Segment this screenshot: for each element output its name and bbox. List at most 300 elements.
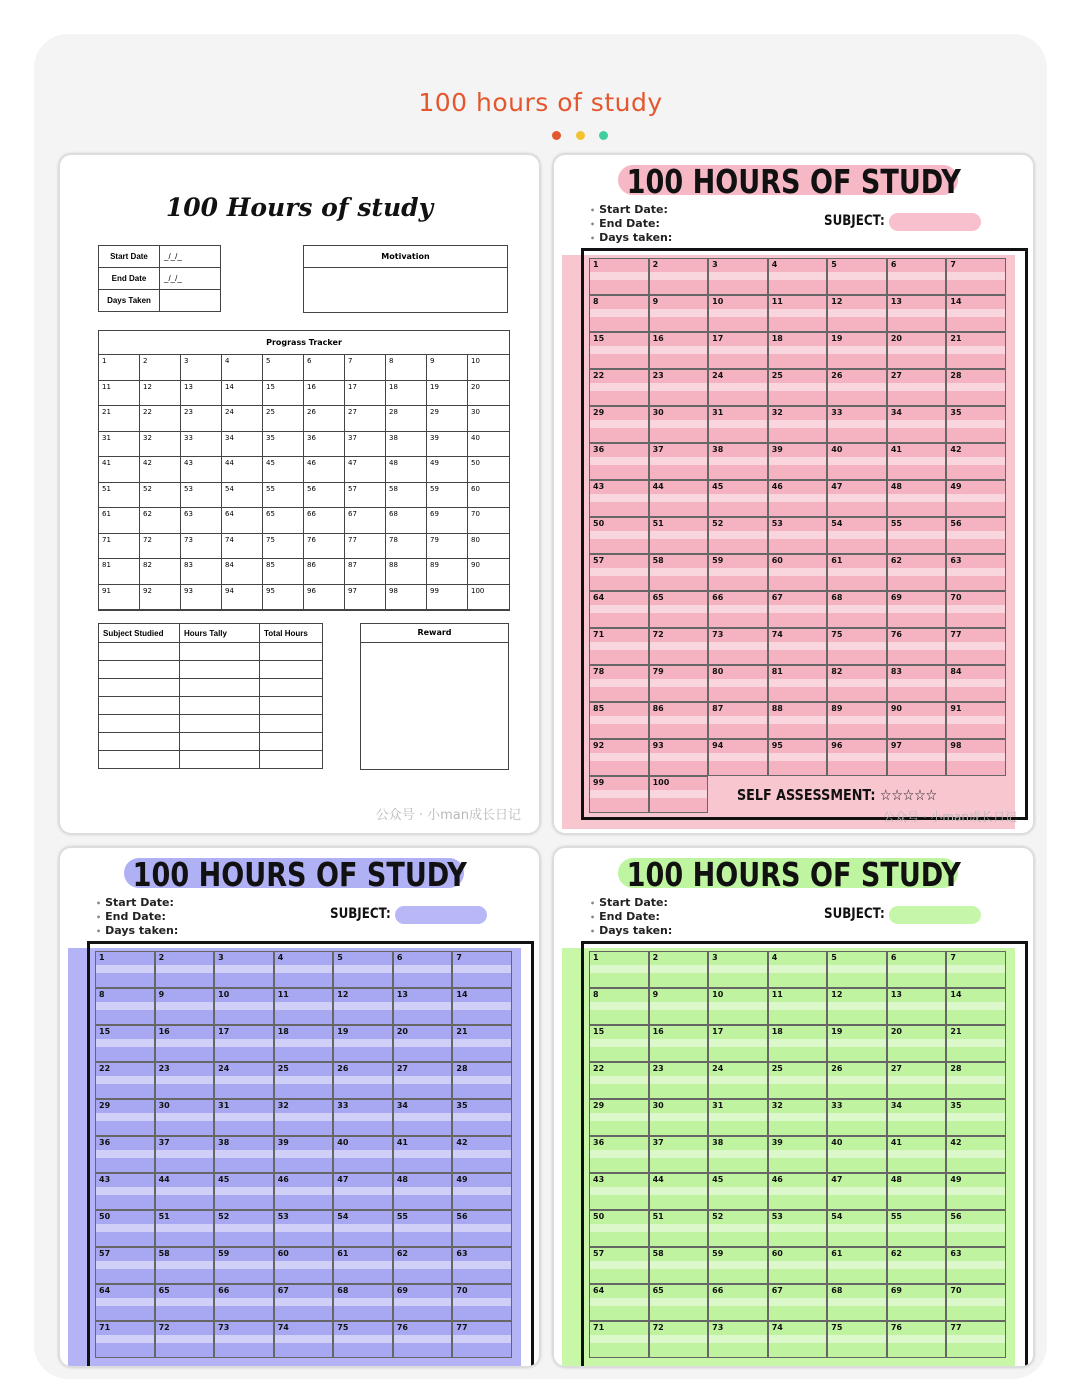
hour-cell[interactable]	[589, 1247, 649, 1284]
hour-cell[interactable]	[887, 702, 947, 739]
hour-cell[interactable]	[768, 480, 828, 517]
tracker-cell[interactable]: 94	[222, 585, 263, 611]
hour-cell[interactable]	[887, 295, 947, 332]
tracker-cell[interactable]: 77	[345, 534, 386, 560]
tracker-cell[interactable]: 61	[99, 508, 140, 534]
hour-cell[interactable]	[768, 591, 828, 628]
hour-cell[interactable]	[827, 1025, 887, 1062]
hour-cell[interactable]	[708, 1173, 768, 1210]
hour-cell[interactable]	[887, 1173, 947, 1210]
tracker-cell[interactable]: 1	[99, 355, 140, 381]
tracker-cell[interactable]: 45	[263, 457, 304, 483]
hour-cell[interactable]	[887, 665, 947, 702]
hour-cell[interactable]	[155, 1210, 215, 1247]
hour-cell[interactable]	[214, 1321, 274, 1358]
hour-cell[interactable]	[274, 1247, 334, 1284]
tracker-cell[interactable]: 30	[468, 406, 509, 432]
hour-cell[interactable]	[708, 628, 768, 665]
hour-cell[interactable]	[827, 258, 887, 295]
hour-cell[interactable]	[589, 1173, 649, 1210]
hour-cell[interactable]	[768, 1099, 828, 1136]
hour-cell[interactable]	[333, 1025, 393, 1062]
hour-cell[interactable]	[589, 1025, 649, 1062]
tracker-cell[interactable]: 27	[345, 406, 386, 432]
tracker-cell[interactable]: 44	[222, 457, 263, 483]
tracker-cell[interactable]: 85	[263, 559, 304, 585]
hour-cell[interactable]	[649, 1247, 709, 1284]
hour-cell[interactable]	[649, 665, 709, 702]
hour-cell[interactable]	[649, 1173, 709, 1210]
hour-cell[interactable]	[768, 406, 828, 443]
hour-cell[interactable]	[649, 480, 709, 517]
tracker-cell[interactable]: 83	[181, 559, 222, 585]
hour-cell[interactable]	[887, 369, 947, 406]
tracker-cell[interactable]: 60	[468, 483, 509, 509]
hour-cell[interactable]	[768, 554, 828, 591]
hour-cell[interactable]	[827, 628, 887, 665]
hour-cell[interactable]	[155, 1247, 215, 1284]
hour-cell[interactable]	[155, 1099, 215, 1136]
hour-cell[interactable]	[155, 1321, 215, 1358]
hour-cell[interactable]	[827, 665, 887, 702]
tracker-cell[interactable]: 11	[99, 381, 140, 407]
tracker-cell[interactable]: 66	[304, 508, 345, 534]
hour-cell[interactable]	[155, 988, 215, 1025]
tracker-cell[interactable]: 39	[427, 432, 468, 458]
hour-cell[interactable]	[768, 1025, 828, 1062]
hour-cell[interactable]	[827, 517, 887, 554]
hour-cell[interactable]	[708, 702, 768, 739]
tracker-cell[interactable]: 13	[181, 381, 222, 407]
hour-cell[interactable]	[768, 665, 828, 702]
hour-cell[interactable]	[452, 1099, 512, 1136]
hour-cell[interactable]	[708, 332, 768, 369]
hour-cell[interactable]	[274, 1173, 334, 1210]
hour-cell[interactable]	[708, 517, 768, 554]
hour-cell[interactable]	[827, 1321, 887, 1358]
hour-cell[interactable]	[214, 951, 274, 988]
tracker-cell[interactable]: 96	[304, 585, 345, 611]
hour-cell[interactable]	[589, 295, 649, 332]
hour-cell[interactable]	[95, 1062, 155, 1099]
tracker-cell[interactable]: 58	[386, 483, 427, 509]
hour-cell[interactable]	[827, 591, 887, 628]
hour-cell[interactable]	[768, 1173, 828, 1210]
tracker-cell[interactable]: 8	[386, 355, 427, 381]
hour-cell[interactable]	[946, 1099, 1006, 1136]
tracker-cell[interactable]: 98	[386, 585, 427, 611]
hour-cell[interactable]	[827, 1284, 887, 1321]
tracker-cell[interactable]: 89	[427, 559, 468, 585]
hour-cell[interactable]	[887, 1321, 947, 1358]
tracker-cell[interactable]: 55	[263, 483, 304, 509]
hour-cell[interactable]	[768, 1136, 828, 1173]
hour-cell[interactable]	[708, 406, 768, 443]
tracker-cell[interactable]: 29	[427, 406, 468, 432]
hour-cell[interactable]	[589, 258, 649, 295]
hour-cell[interactable]	[946, 1025, 1006, 1062]
tracker-cell[interactable]: 51	[99, 483, 140, 509]
hour-cell[interactable]	[768, 295, 828, 332]
hour-cell[interactable]	[214, 1099, 274, 1136]
hour-cell[interactable]	[649, 332, 709, 369]
tracker-cell[interactable]: 80	[468, 534, 509, 560]
hour-cell[interactable]	[214, 1284, 274, 1321]
hour-cell[interactable]	[95, 1099, 155, 1136]
hour-cell[interactable]	[589, 554, 649, 591]
hour-cell[interactable]	[649, 258, 709, 295]
hour-cell[interactable]	[946, 369, 1006, 406]
printable-card-green[interactable]	[553, 847, 1034, 1367]
hour-cell[interactable]	[946, 517, 1006, 554]
hour-cell[interactable]	[768, 1284, 828, 1321]
hour-cell[interactable]	[768, 951, 828, 988]
hour-cell[interactable]	[452, 951, 512, 988]
tracker-cell[interactable]: 65	[263, 508, 304, 534]
hour-cell[interactable]	[452, 1173, 512, 1210]
hour-cell[interactable]	[827, 1210, 887, 1247]
hour-cell[interactable]	[589, 776, 649, 813]
hour-cell[interactable]	[708, 554, 768, 591]
tracker-cell[interactable]: 47	[345, 457, 386, 483]
tracker-cell[interactable]: 53	[181, 483, 222, 509]
tracker-cell[interactable]: 31	[99, 432, 140, 458]
hour-cell[interactable]	[946, 1321, 1006, 1358]
hour-cell[interactable]	[393, 1247, 453, 1284]
hour-cell[interactable]	[95, 988, 155, 1025]
hour-cell[interactable]	[708, 1321, 768, 1358]
hour-cell[interactable]	[887, 951, 947, 988]
hour-cell[interactable]	[589, 988, 649, 1025]
hour-cell[interactable]	[649, 517, 709, 554]
hour-cell[interactable]	[946, 702, 1006, 739]
hour-cell[interactable]	[887, 1025, 947, 1062]
hour-cell[interactable]	[768, 1321, 828, 1358]
hour-cell[interactable]	[274, 1062, 334, 1099]
hour-cell[interactable]	[946, 951, 1006, 988]
hour-cell[interactable]	[946, 1210, 1006, 1247]
hour-cell[interactable]	[649, 1321, 709, 1358]
tracker-cell[interactable]: 12	[140, 381, 181, 407]
hour-cell[interactable]	[589, 480, 649, 517]
hour-cell[interactable]	[393, 951, 453, 988]
hour-cell[interactable]	[274, 988, 334, 1025]
hour-cell[interactable]	[333, 1136, 393, 1173]
printable-card-purple[interactable]	[59, 847, 540, 1367]
hour-cell[interactable]	[887, 258, 947, 295]
hour-cell[interactable]	[946, 554, 1006, 591]
hour-cell[interactable]	[589, 665, 649, 702]
hour-cell[interactable]	[827, 369, 887, 406]
hour-cell[interactable]	[589, 1062, 649, 1099]
hour-cell[interactable]	[274, 1284, 334, 1321]
hour-cell[interactable]	[708, 295, 768, 332]
hour-cell[interactable]	[946, 1173, 1006, 1210]
hour-cell[interactable]	[887, 554, 947, 591]
hour-cell[interactable]	[649, 951, 709, 988]
hour-cell[interactable]	[946, 591, 1006, 628]
hour-cell[interactable]	[708, 988, 768, 1025]
hour-cell[interactable]	[827, 480, 887, 517]
tracker-cell[interactable]: 72	[140, 534, 181, 560]
hour-cell[interactable]	[393, 1284, 453, 1321]
hour-cell[interactable]	[708, 665, 768, 702]
tracker-cell[interactable]: 15	[263, 381, 304, 407]
tracker-cell[interactable]: 7	[345, 355, 386, 381]
hour-cell[interactable]	[946, 332, 1006, 369]
tracker-cell[interactable]: 93	[181, 585, 222, 611]
tracker-cell[interactable]: 81	[99, 559, 140, 585]
tracker-cell[interactable]: 73	[181, 534, 222, 560]
tracker-cell[interactable]: 92	[140, 585, 181, 611]
tracker-cell[interactable]: 6	[304, 355, 345, 381]
tracker-cell[interactable]: 4	[222, 355, 263, 381]
tracker-cell[interactable]: 69	[427, 508, 468, 534]
tracker-cell[interactable]: 10	[468, 355, 509, 381]
hour-cell[interactable]	[887, 739, 947, 776]
hour-cell[interactable]	[393, 1210, 453, 1247]
hour-cell[interactable]	[887, 1284, 947, 1321]
hour-cell[interactable]	[649, 702, 709, 739]
tracker-cell[interactable]: 37	[345, 432, 386, 458]
hour-cell[interactable]	[333, 1210, 393, 1247]
tracker-cell[interactable]: 5	[263, 355, 304, 381]
tracker-cell[interactable]: 68	[386, 508, 427, 534]
hour-cell[interactable]	[649, 1210, 709, 1247]
hour-cell[interactable]	[589, 406, 649, 443]
hour-cell[interactable]	[649, 443, 709, 480]
hour-cell[interactable]	[827, 295, 887, 332]
hour-cell[interactable]	[589, 332, 649, 369]
tracker-cell[interactable]: 17	[345, 381, 386, 407]
tracker-cell[interactable]: 22	[140, 406, 181, 432]
tracker-cell[interactable]: 63	[181, 508, 222, 534]
hour-cell[interactable]	[95, 1025, 155, 1062]
hour-cell[interactable]	[452, 1136, 512, 1173]
tracker-cell[interactable]: 71	[99, 534, 140, 560]
tracker-cell[interactable]: 52	[140, 483, 181, 509]
hour-cell[interactable]	[708, 1210, 768, 1247]
hour-cell[interactable]	[827, 951, 887, 988]
hour-cell[interactable]	[708, 591, 768, 628]
tracker-cell[interactable]: 19	[427, 381, 468, 407]
hour-cell[interactable]	[946, 406, 1006, 443]
hour-cell[interactable]	[946, 739, 1006, 776]
tracker-cell[interactable]: 76	[304, 534, 345, 560]
hour-cell[interactable]	[946, 480, 1006, 517]
tracker-cell[interactable]: 21	[99, 406, 140, 432]
hour-cell[interactable]	[768, 1247, 828, 1284]
hour-cell[interactable]	[827, 702, 887, 739]
hour-cell[interactable]	[946, 443, 1006, 480]
hour-cell[interactable]	[768, 1210, 828, 1247]
hour-cell[interactable]	[214, 1210, 274, 1247]
tracker-cell[interactable]: 54	[222, 483, 263, 509]
tracker-cell[interactable]: 87	[345, 559, 386, 585]
hour-cell[interactable]	[887, 406, 947, 443]
hour-cell[interactable]	[649, 1136, 709, 1173]
hour-cell[interactable]	[887, 988, 947, 1025]
tracker-cell[interactable]: 3	[181, 355, 222, 381]
hour-cell[interactable]	[95, 1284, 155, 1321]
tracker-cell[interactable]: 91	[99, 585, 140, 611]
hour-cell[interactable]	[946, 258, 1006, 295]
hour-cell[interactable]	[887, 1062, 947, 1099]
hour-cell[interactable]	[827, 1062, 887, 1099]
hour-cell[interactable]	[827, 1099, 887, 1136]
hour-cell[interactable]	[946, 1062, 1006, 1099]
hour-cell[interactable]	[649, 554, 709, 591]
hour-cell[interactable]	[887, 332, 947, 369]
hour-cell[interactable]	[708, 739, 768, 776]
hour-cell[interactable]	[155, 951, 215, 988]
hour-cell[interactable]	[95, 1247, 155, 1284]
hour-cell[interactable]	[768, 258, 828, 295]
hour-cell[interactable]	[708, 1025, 768, 1062]
hour-cell[interactable]	[768, 369, 828, 406]
hour-cell[interactable]	[95, 1210, 155, 1247]
hour-cell[interactable]	[589, 702, 649, 739]
hour-cell[interactable]	[708, 443, 768, 480]
hour-cell[interactable]	[155, 1062, 215, 1099]
tracker-cell[interactable]: 26	[304, 406, 345, 432]
hour-cell[interactable]	[649, 739, 709, 776]
hour-cell[interactable]	[946, 988, 1006, 1025]
tracker-cell[interactable]: 95	[263, 585, 304, 611]
hour-cell[interactable]	[393, 1136, 453, 1173]
tracker-cell[interactable]: 97	[345, 585, 386, 611]
tracker-cell[interactable]: 74	[222, 534, 263, 560]
hour-cell[interactable]	[452, 1247, 512, 1284]
tracker-cell[interactable]: 99	[427, 585, 468, 611]
hour-cell[interactable]	[887, 517, 947, 554]
hour-cell[interactable]	[768, 517, 828, 554]
hour-cell[interactable]	[946, 1284, 1006, 1321]
hour-cell[interactable]	[393, 1173, 453, 1210]
tracker-cell[interactable]: 14	[222, 381, 263, 407]
star-rating[interactable]: ☆☆☆☆☆	[879, 786, 938, 804]
tracker-cell[interactable]: 59	[427, 483, 468, 509]
hour-cell[interactable]	[827, 332, 887, 369]
hour-cell[interactable]	[887, 480, 947, 517]
hour-cell[interactable]	[708, 1247, 768, 1284]
hour-cell[interactable]	[589, 517, 649, 554]
tracker-cell[interactable]: 24	[222, 406, 263, 432]
hour-cell[interactable]	[887, 1099, 947, 1136]
tracker-cell[interactable]: 88	[386, 559, 427, 585]
hour-cell[interactable]	[768, 628, 828, 665]
tracker-cell[interactable]: 64	[222, 508, 263, 534]
hour-cell[interactable]	[589, 1321, 649, 1358]
hour-cell[interactable]	[946, 1136, 1006, 1173]
hour-cell[interactable]	[214, 1173, 274, 1210]
hour-cell[interactable]	[333, 1284, 393, 1321]
hour-cell[interactable]	[393, 988, 453, 1025]
hour-cell[interactable]	[589, 951, 649, 988]
hour-cell[interactable]	[274, 1321, 334, 1358]
tracker-cell[interactable]: 78	[386, 534, 427, 560]
hour-cell[interactable]	[589, 628, 649, 665]
hour-cell[interactable]	[649, 369, 709, 406]
tracker-cell[interactable]: 42	[140, 457, 181, 483]
hour-cell[interactable]	[649, 776, 709, 813]
hour-cell[interactable]	[452, 1062, 512, 1099]
tracker-cell[interactable]: 20	[468, 381, 509, 407]
hour-cell[interactable]	[708, 951, 768, 988]
hour-cell[interactable]	[333, 1173, 393, 1210]
hour-cell[interactable]	[333, 1099, 393, 1136]
hour-cell[interactable]	[827, 1136, 887, 1173]
tracker-cell[interactable]: 2	[140, 355, 181, 381]
hour-cell[interactable]	[393, 1321, 453, 1358]
hour-cell[interactable]	[887, 443, 947, 480]
tracker-cell[interactable]: 75	[263, 534, 304, 560]
hour-cell[interactable]	[274, 1025, 334, 1062]
hour-cell[interactable]	[393, 1062, 453, 1099]
tracker-cell[interactable]: 56	[304, 483, 345, 509]
hour-cell[interactable]	[708, 1062, 768, 1099]
hour-cell[interactable]	[333, 1247, 393, 1284]
hour-cell[interactable]	[393, 1025, 453, 1062]
hour-cell[interactable]	[589, 1099, 649, 1136]
hour-cell[interactable]	[649, 295, 709, 332]
hour-cell[interactable]	[649, 406, 709, 443]
hour-cell[interactable]	[274, 951, 334, 988]
tracker-cell[interactable]: 100	[468, 585, 509, 611]
hour-cell[interactable]	[452, 1284, 512, 1321]
tracker-cell[interactable]: 79	[427, 534, 468, 560]
hour-cell[interactable]	[274, 1210, 334, 1247]
tracker-cell[interactable]: 23	[181, 406, 222, 432]
hour-cell[interactable]	[649, 988, 709, 1025]
tracker-cell[interactable]: 9	[427, 355, 468, 381]
hour-cell[interactable]	[827, 739, 887, 776]
tracker-cell[interactable]: 62	[140, 508, 181, 534]
hour-cell[interactable]	[649, 1025, 709, 1062]
hour-cell[interactable]	[452, 1321, 512, 1358]
hour-cell[interactable]	[95, 1136, 155, 1173]
hour-cell[interactable]	[827, 988, 887, 1025]
hour-cell[interactable]	[649, 1062, 709, 1099]
hour-cell[interactable]	[887, 591, 947, 628]
hour-cell[interactable]	[452, 1210, 512, 1247]
hour-cell[interactable]	[827, 1173, 887, 1210]
tracker-cell[interactable]: 67	[345, 508, 386, 534]
hour-cell[interactable]	[589, 591, 649, 628]
tracker-cell[interactable]: 86	[304, 559, 345, 585]
hour-cell[interactable]	[589, 1210, 649, 1247]
hour-cell[interactable]	[768, 1062, 828, 1099]
hour-cell[interactable]	[649, 1099, 709, 1136]
hour-cell[interactable]	[589, 739, 649, 776]
tracker-cell[interactable]: 43	[181, 457, 222, 483]
hour-cell[interactable]	[887, 628, 947, 665]
hour-cell[interactable]	[768, 739, 828, 776]
hour-cell[interactable]	[946, 295, 1006, 332]
tracker-cell[interactable]: 70	[468, 508, 509, 534]
hour-cell[interactable]	[768, 702, 828, 739]
hour-cell[interactable]	[649, 591, 709, 628]
hour-cell[interactable]	[393, 1099, 453, 1136]
hour-cell[interactable]	[155, 1136, 215, 1173]
hour-cell[interactable]	[768, 332, 828, 369]
hour-cell[interactable]	[946, 665, 1006, 702]
hour-cell[interactable]	[214, 988, 274, 1025]
hour-cell[interactable]	[827, 1247, 887, 1284]
hour-cell[interactable]	[95, 1173, 155, 1210]
tracker-cell[interactable]: 34	[222, 432, 263, 458]
hour-cell[interactable]	[708, 480, 768, 517]
